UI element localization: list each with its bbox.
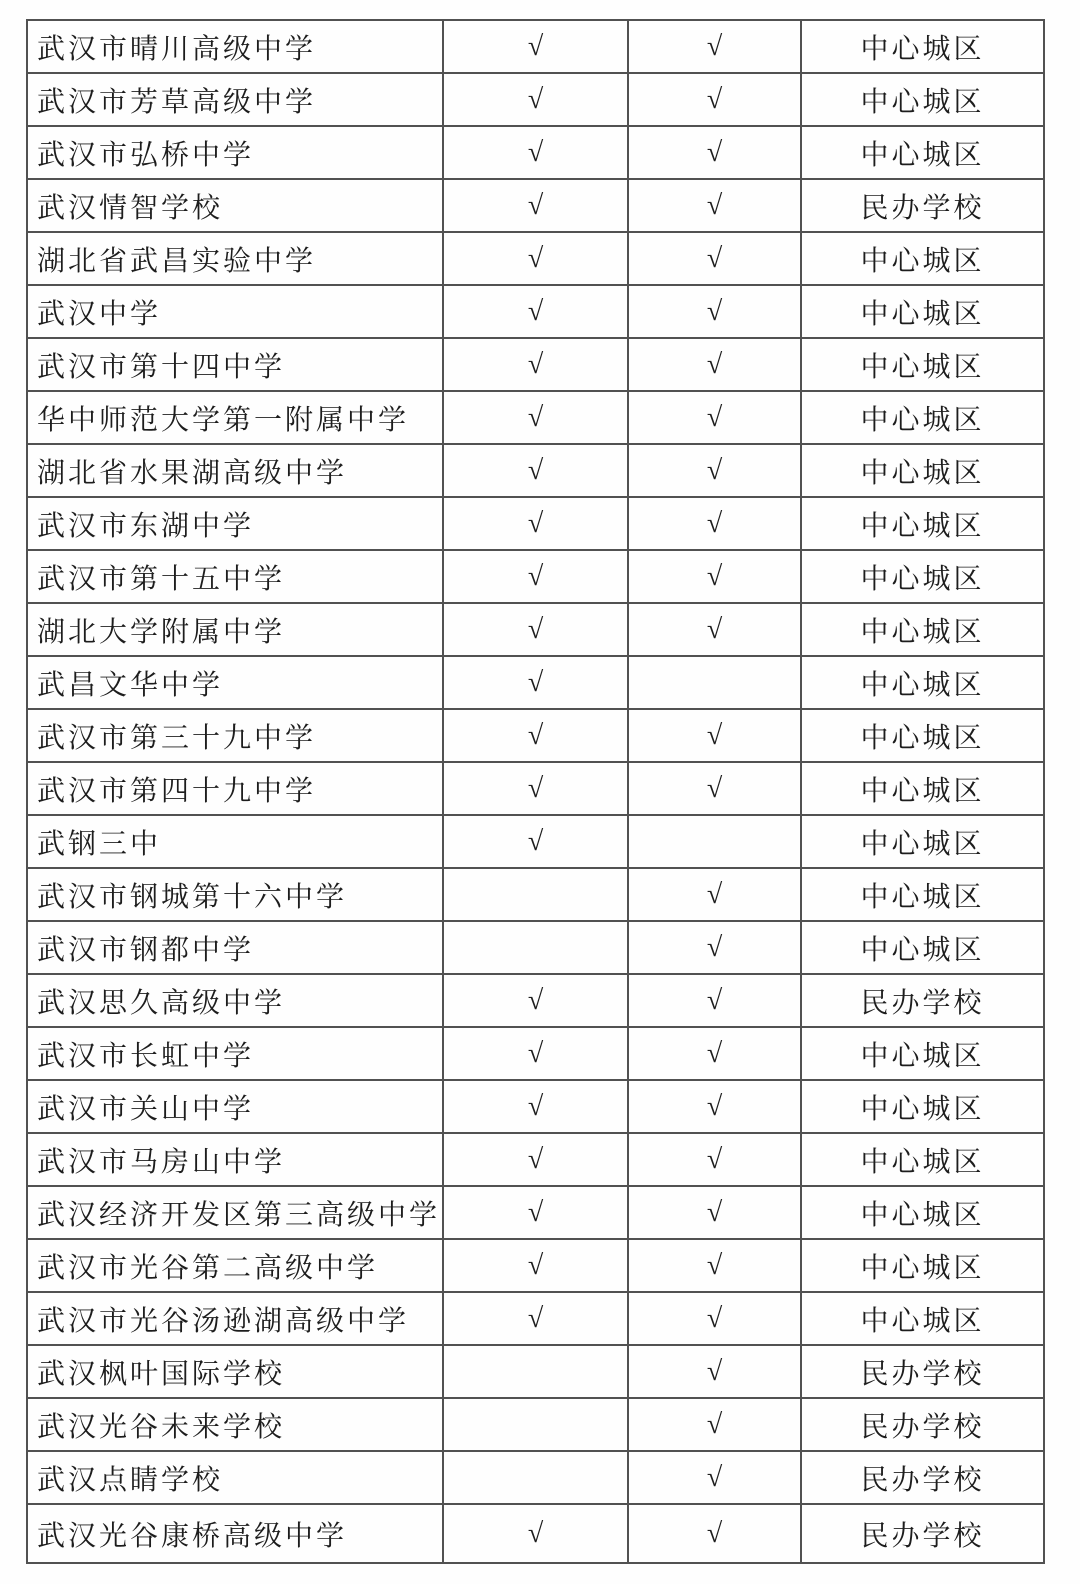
table-row bbox=[27, 1504, 1044, 1563]
region-cell: 中心城区 bbox=[801, 1080, 1044, 1133]
school-name-cell: 武汉市第十五中学 bbox=[27, 550, 443, 603]
check-column-1-cell: √ bbox=[443, 815, 628, 868]
school-name-cell: 武汉市第十四中学 bbox=[27, 338, 443, 391]
table-row bbox=[27, 1080, 1044, 1133]
region-cell: 中心城区 bbox=[801, 603, 1044, 656]
table-row bbox=[27, 868, 1044, 921]
region-cell: 中心城区 bbox=[801, 126, 1044, 179]
check-column-1-cell: √ bbox=[443, 285, 628, 338]
region-cell: 民办学校 bbox=[801, 179, 1044, 232]
check-column-2-cell: √ bbox=[628, 921, 801, 974]
check-column-1-cell: √ bbox=[443, 1292, 628, 1345]
check-column-1-cell bbox=[443, 1398, 628, 1451]
school-name-cell: 湖北省水果湖高级中学 bbox=[27, 444, 443, 497]
check-column-2-cell: √ bbox=[628, 20, 801, 73]
check-column-1-cell: √ bbox=[443, 497, 628, 550]
check-column-2-cell: √ bbox=[628, 1133, 801, 1186]
table-row bbox=[27, 391, 1044, 444]
table-row bbox=[27, 1292, 1044, 1345]
check-column-2-cell: √ bbox=[628, 1080, 801, 1133]
school-name-cell: 武汉经济开发区第三高级中学 bbox=[27, 1186, 443, 1239]
school-name-cell: 武汉情智学校 bbox=[27, 179, 443, 232]
school-name-cell: 武汉枫叶国际学校 bbox=[27, 1345, 443, 1398]
region-cell: 中心城区 bbox=[801, 338, 1044, 391]
check-column-2-cell: √ bbox=[628, 391, 801, 444]
school-name-cell: 武昌文华中学 bbox=[27, 656, 443, 709]
table-row bbox=[27, 444, 1044, 497]
region-cell: 中心城区 bbox=[801, 1133, 1044, 1186]
table-row bbox=[27, 974, 1044, 1027]
check-column-2-cell: √ bbox=[628, 285, 801, 338]
school-name-cell: 武汉市光谷汤逊湖高级中学 bbox=[27, 1292, 443, 1345]
check-column-2-cell: √ bbox=[628, 497, 801, 550]
table-row bbox=[27, 1345, 1044, 1398]
table-row bbox=[27, 1239, 1044, 1292]
check-column-1-cell: √ bbox=[443, 1027, 628, 1080]
region-cell: 中心城区 bbox=[801, 762, 1044, 815]
check-column-2-cell: √ bbox=[628, 762, 801, 815]
region-cell: 民办学校 bbox=[801, 1345, 1044, 1398]
region-cell: 中心城区 bbox=[801, 1186, 1044, 1239]
table-row bbox=[27, 497, 1044, 550]
region-cell: 中心城区 bbox=[801, 285, 1044, 338]
table-row bbox=[27, 1133, 1044, 1186]
check-column-1-cell: √ bbox=[443, 1186, 628, 1239]
table-row bbox=[27, 20, 1044, 73]
region-cell: 中心城区 bbox=[801, 444, 1044, 497]
region-cell: 民办学校 bbox=[801, 974, 1044, 1027]
school-name-cell: 武汉市第四十九中学 bbox=[27, 762, 443, 815]
region-cell: 中心城区 bbox=[801, 73, 1044, 126]
check-column-2-cell: √ bbox=[628, 550, 801, 603]
school-name-cell: 华中师范大学第一附属中学 bbox=[27, 391, 443, 444]
check-column-1-cell: √ bbox=[443, 974, 628, 1027]
table-row bbox=[27, 550, 1044, 603]
school-name-cell: 武汉中学 bbox=[27, 285, 443, 338]
table-row bbox=[27, 232, 1044, 285]
school-name-cell: 武汉市弘桥中学 bbox=[27, 126, 443, 179]
check-column-2-cell: √ bbox=[628, 73, 801, 126]
check-column-1-cell: √ bbox=[443, 709, 628, 762]
table-row bbox=[27, 1398, 1044, 1451]
check-column-1-cell: √ bbox=[443, 1133, 628, 1186]
check-column-2-cell: √ bbox=[628, 868, 801, 921]
check-column-2-cell: √ bbox=[628, 1186, 801, 1239]
region-cell: 民办学校 bbox=[801, 1398, 1044, 1451]
table-row bbox=[27, 921, 1044, 974]
check-column-2-cell: √ bbox=[628, 709, 801, 762]
school-name-cell: 武汉市第三十九中学 bbox=[27, 709, 443, 762]
check-column-1-cell: √ bbox=[443, 232, 628, 285]
region-cell: 中心城区 bbox=[801, 815, 1044, 868]
check-column-1-cell: √ bbox=[443, 1239, 628, 1292]
check-column-2-cell: √ bbox=[628, 1345, 801, 1398]
school-table bbox=[26, 19, 1045, 1564]
check-column-2-cell: √ bbox=[628, 1292, 801, 1345]
school-name-cell: 武钢三中 bbox=[27, 815, 443, 868]
check-column-1-cell: √ bbox=[443, 1504, 628, 1563]
check-column-2-cell: √ bbox=[628, 1027, 801, 1080]
school-name-cell: 武汉市关山中学 bbox=[27, 1080, 443, 1133]
school-name-cell: 武汉点睛学校 bbox=[27, 1451, 443, 1504]
table-row bbox=[27, 762, 1044, 815]
region-cell: 中心城区 bbox=[801, 1239, 1044, 1292]
region-cell: 中心城区 bbox=[801, 232, 1044, 285]
region-cell: 中心城区 bbox=[801, 391, 1044, 444]
school-name-cell: 武汉光谷康桥高级中学 bbox=[27, 1504, 443, 1563]
check-column-1-cell: √ bbox=[443, 20, 628, 73]
check-column-1-cell: √ bbox=[443, 73, 628, 126]
check-column-2-cell: √ bbox=[628, 1398, 801, 1451]
check-column-2-cell bbox=[628, 656, 801, 709]
check-column-2-cell: √ bbox=[628, 444, 801, 497]
check-column-2-cell: √ bbox=[628, 232, 801, 285]
school-name-cell: 武汉光谷未来学校 bbox=[27, 1398, 443, 1451]
check-column-2-cell: √ bbox=[628, 126, 801, 179]
table-body bbox=[27, 20, 1044, 1563]
table-row bbox=[27, 1027, 1044, 1080]
region-cell: 中心城区 bbox=[801, 1027, 1044, 1080]
school-name-cell: 湖北省武昌实验中学 bbox=[27, 232, 443, 285]
school-name-cell: 武汉市马房山中学 bbox=[27, 1133, 443, 1186]
table-row bbox=[27, 126, 1044, 179]
region-cell: 中心城区 bbox=[801, 497, 1044, 550]
table-row bbox=[27, 179, 1044, 232]
region-cell: 中心城区 bbox=[801, 709, 1044, 762]
region-cell: 中心城区 bbox=[801, 656, 1044, 709]
check-column-1-cell: √ bbox=[443, 1080, 628, 1133]
check-column-1-cell bbox=[443, 868, 628, 921]
table-row bbox=[27, 73, 1044, 126]
check-column-1-cell: √ bbox=[443, 444, 628, 497]
school-name-cell: 武汉市晴川高级中学 bbox=[27, 20, 443, 73]
region-cell: 中心城区 bbox=[801, 921, 1044, 974]
table-row bbox=[27, 285, 1044, 338]
region-cell: 中心城区 bbox=[801, 1292, 1044, 1345]
region-cell: 民办学校 bbox=[801, 1504, 1044, 1563]
school-name-cell: 武汉市光谷第二高级中学 bbox=[27, 1239, 443, 1292]
table-row bbox=[27, 815, 1044, 868]
check-column-1-cell bbox=[443, 921, 628, 974]
school-name-cell: 武汉市长虹中学 bbox=[27, 1027, 443, 1080]
check-column-2-cell: √ bbox=[628, 179, 801, 232]
check-column-2-cell: √ bbox=[628, 338, 801, 391]
school-name-cell: 湖北大学附属中学 bbox=[27, 603, 443, 656]
table-row bbox=[27, 1451, 1044, 1504]
check-column-2-cell bbox=[628, 815, 801, 868]
school-name-cell: 武汉市钢城第十六中学 bbox=[27, 868, 443, 921]
check-column-2-cell: √ bbox=[628, 1504, 801, 1563]
region-cell: 中心城区 bbox=[801, 868, 1044, 921]
check-column-1-cell: √ bbox=[443, 762, 628, 815]
check-column-1-cell: √ bbox=[443, 391, 628, 444]
school-name-cell: 武汉市东湖中学 bbox=[27, 497, 443, 550]
table-row bbox=[27, 656, 1044, 709]
table-row bbox=[27, 709, 1044, 762]
table-row bbox=[27, 603, 1044, 656]
check-column-1-cell: √ bbox=[443, 656, 628, 709]
check-column-2-cell: √ bbox=[628, 603, 801, 656]
check-column-2-cell: √ bbox=[628, 1239, 801, 1292]
check-column-1-cell bbox=[443, 1345, 628, 1398]
school-name-cell: 武汉思久高级中学 bbox=[27, 974, 443, 1027]
check-column-1-cell: √ bbox=[443, 603, 628, 656]
region-cell: 中心城区 bbox=[801, 550, 1044, 603]
region-cell: 中心城区 bbox=[801, 20, 1044, 73]
region-cell: 民办学校 bbox=[801, 1451, 1044, 1504]
school-name-cell: 武汉市钢都中学 bbox=[27, 921, 443, 974]
check-column-1-cell: √ bbox=[443, 338, 628, 391]
check-column-1-cell: √ bbox=[443, 126, 628, 179]
table-row bbox=[27, 338, 1044, 391]
check-column-2-cell: √ bbox=[628, 974, 801, 1027]
check-column-2-cell: √ bbox=[628, 1451, 801, 1504]
check-column-1-cell bbox=[443, 1451, 628, 1504]
table-row bbox=[27, 1186, 1044, 1239]
check-column-1-cell: √ bbox=[443, 179, 628, 232]
check-column-1-cell: √ bbox=[443, 550, 628, 603]
school-name-cell: 武汉市芳草高级中学 bbox=[27, 73, 443, 126]
